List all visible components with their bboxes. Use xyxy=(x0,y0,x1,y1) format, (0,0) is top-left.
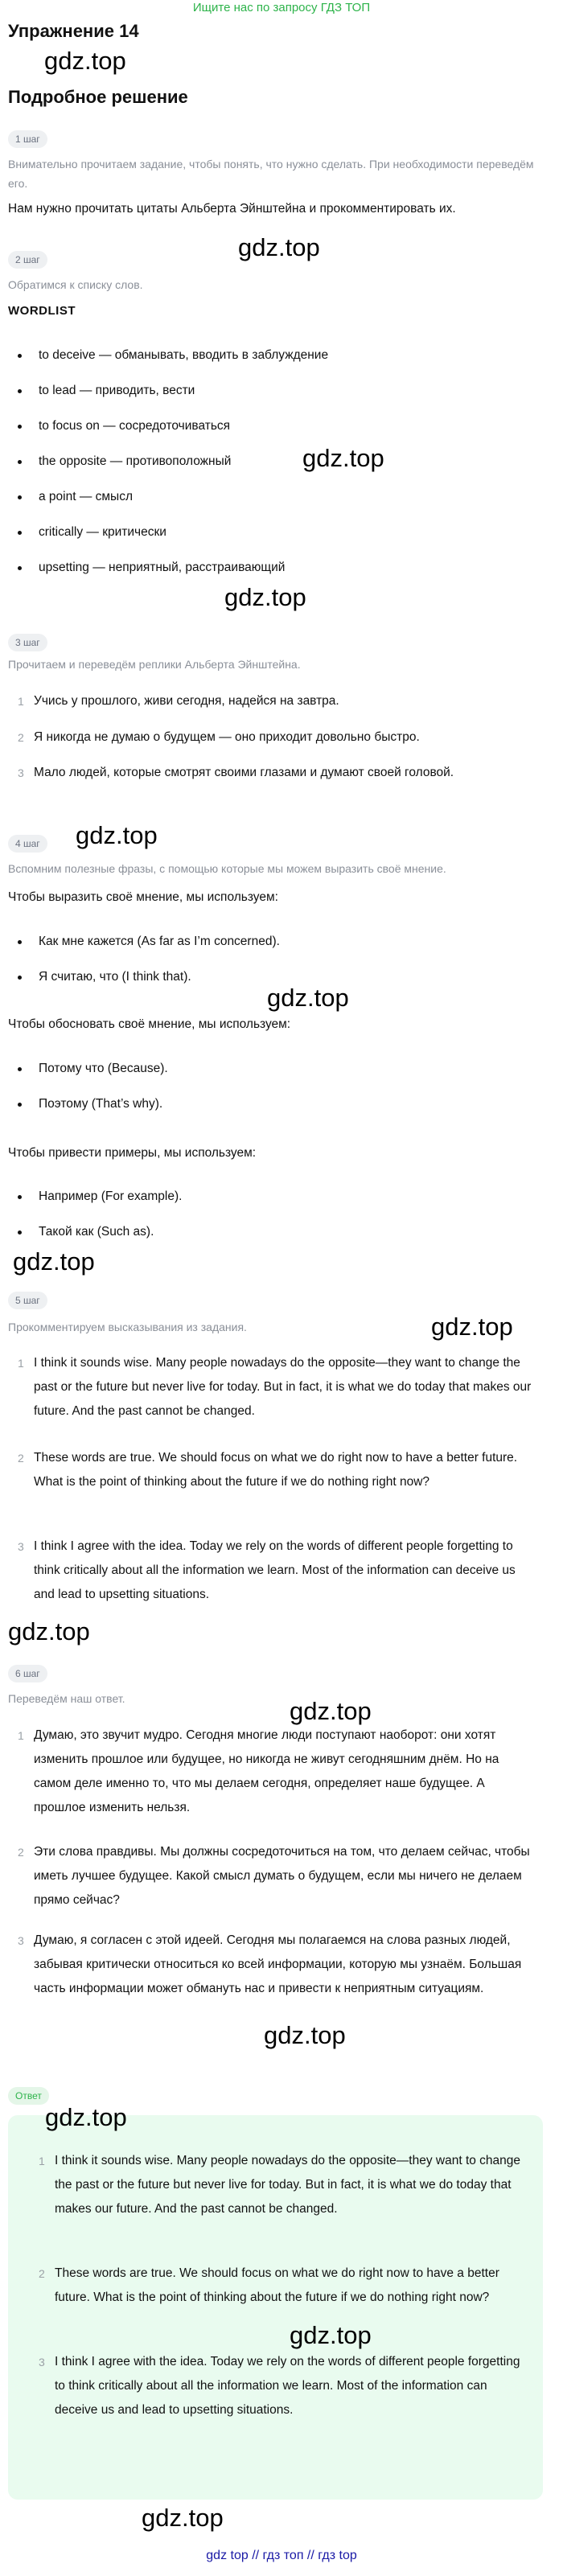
bullet xyxy=(18,460,22,464)
list-item-text: a point — смысл xyxy=(39,490,133,503)
watermark: gdz.top xyxy=(431,1313,513,1341)
example-intro: Чтобы привести примеры, мы используем: xyxy=(8,1146,257,1160)
step-description: Прочитаем и переведём реплики Альберта Эйнштейна. xyxy=(8,658,301,671)
list-item-text: upsetting — неприятный, расстраивающий xyxy=(39,561,286,574)
list-item-text: to focus on — сосредоточиваться xyxy=(39,419,231,433)
list-item-text: Как мне кажется (As far as I’m concerned). xyxy=(39,935,280,948)
list-item-text: to lead — приводить, вести xyxy=(39,384,195,397)
step-badge: 4 шаг xyxy=(8,835,47,853)
watermark: gdz.top xyxy=(302,444,384,472)
list-item-text: critically — критически xyxy=(39,525,166,539)
list-item-text: Думаю, я согласен с этой идеей. Сегодня мы полагаемся на слова разных людей, забывая критически относиться ко всей информации, которую мы узнаём. Большая часть информации может обмануть нас и привести к неприятным ситуациям. xyxy=(34,1933,522,1995)
item-number: 2 xyxy=(39,2267,45,2280)
watermark: gdz.top xyxy=(290,1697,372,1725)
watermark: gdz.top xyxy=(45,2103,127,2131)
item-number: 1 xyxy=(39,2155,45,2167)
bullet xyxy=(18,495,22,499)
item-number: 3 xyxy=(39,2356,45,2369)
step-description: Прокомментируем высказывания из задания. xyxy=(8,1321,247,1333)
footer-links[interactable]: gdz top // гдз топ // гдз top xyxy=(206,2549,357,2562)
list-item-text: Потому что (Because). xyxy=(39,1062,168,1075)
list-item-text: Думаю, это звучит мудро. Сегодня многие люди поступают наоборот: они хотят изменить прошлое или будущее, но никогда не живут сегодняшним днём. Но на самом деле именно то, что мы делаем сегодня, определяет наше будущее. А прошлое изменить нельзя. xyxy=(34,1728,499,1814)
step-description: Внимательно прочитаем задание, чтобы понять, что нужно сделать. При необходимости переведём его. xyxy=(8,158,534,190)
watermark: gdz.top xyxy=(76,821,158,849)
watermark: gdz.top xyxy=(264,2021,346,2049)
wordlist-title: WORDLIST xyxy=(8,304,76,318)
answer-box xyxy=(8,2115,543,2500)
item-number: 3 xyxy=(18,1934,24,1947)
list-item-text: the opposite — противоположный xyxy=(39,454,232,468)
list-item-text: Учись у прошлого, живи сегодня, надейся на завтра. xyxy=(34,694,339,708)
watermark: gdz.top xyxy=(8,1617,90,1645)
watermark: gdz.top xyxy=(13,1247,95,1276)
bullet xyxy=(18,531,22,535)
list-item-text: I think it sounds wise. Many people nowadays do the opposite—they want to change the past or the future but never live for today. But in fact, it is what we do today that makes our future. And the past cannot be changed. xyxy=(55,2154,521,2216)
list-item-text: Я считаю, что (I think that). xyxy=(39,970,191,984)
watermark: gdz.top xyxy=(238,233,320,261)
list-item-text: to deceive — обманывать, вводить в заблуждение xyxy=(39,348,329,362)
list-item-text: Мало людей, которые смотрят своими глазами и думают своей головой. xyxy=(34,766,454,779)
watermark: gdz.top xyxy=(224,583,306,611)
list-item-text: These words are true. We should focus on what we do right now to have a better future. What is the point of thinking about the future if we do nothing right now? xyxy=(34,1451,518,1489)
step-description: Переведём наш ответ. xyxy=(8,1692,125,1705)
step-badge: 5 шаг xyxy=(8,1292,47,1309)
step-badge: 1 шаг xyxy=(8,130,47,148)
list-item-text: I think I agree with the idea. Today we rely on the words of different people forgetting to think critically about all the information we learn. Most of the information can deceive us and lead to upsetting situations. xyxy=(34,1539,516,1601)
list-item-text: I think I agree with the idea. Today we rely on the words of different people forgetting to think critically about all the information we learn. Most of the information can deceive us and lead to upsetting situations. xyxy=(55,2355,520,2417)
item-number: 3 xyxy=(18,766,24,779)
list-item-text: These words are true. We should focus on what we do right now to have a better future. What is the point of thinking about the future if we do nothing right now? xyxy=(55,2266,499,2304)
bullet xyxy=(18,976,22,980)
list-item-text: Например (For example). xyxy=(39,1189,183,1203)
item-number: 2 xyxy=(18,1846,24,1859)
bullet xyxy=(18,389,22,393)
item-number: 1 xyxy=(18,1357,24,1370)
step-description: Обратимся к списку слов. xyxy=(8,278,143,291)
step-badge: 2 шаг xyxy=(8,251,47,269)
list-item-text: Я никогда не думаю о будущем — оно приходит довольно быстро. xyxy=(34,730,420,744)
step-text: Нам нужно прочитать цитаты Альберта Эйнштейна и прокомментировать их. xyxy=(8,202,456,216)
bullet xyxy=(18,354,22,358)
bullet xyxy=(18,425,22,429)
bullet xyxy=(18,1067,22,1071)
section-title: Подробное решение xyxy=(8,87,188,107)
watermark: gdz.top xyxy=(142,2504,224,2532)
item-number: 1 xyxy=(18,1729,24,1742)
opinion-intro: Чтобы выразить своё мнение, мы используем: xyxy=(8,890,278,904)
watermark: gdz.top xyxy=(290,2321,372,2349)
list-item-text: I think it sounds wise. Many people nowadays do the opposite—they want to change the past or the future but never live for today. But in fact, it is what we do today that makes our future. And the past cannot be changed. xyxy=(34,1356,532,1418)
item-number: 3 xyxy=(18,1540,24,1553)
bullet xyxy=(18,566,22,570)
item-number: 1 xyxy=(18,695,24,708)
step-description: Вспомним полезные фразы, с помощью которые мы можем выразить своё мнение. xyxy=(8,862,446,875)
list-item-text: Такой как (Such as). xyxy=(39,1225,154,1239)
watermark: gdz.top xyxy=(267,984,349,1012)
item-number: 2 xyxy=(18,1452,24,1465)
watermark: gdz.top xyxy=(44,47,126,75)
step-badge: 3 шаг xyxy=(8,634,47,651)
answer-badge: Ответ xyxy=(8,2087,49,2105)
bullet xyxy=(18,1195,22,1199)
item-number: 2 xyxy=(18,731,24,744)
step-badge: 6 шаг xyxy=(8,1665,47,1682)
page-title: Упражнение 14 xyxy=(8,21,139,41)
bullet xyxy=(18,1103,22,1107)
bullet xyxy=(18,1230,22,1235)
list-item-text: Эти слова правдивы. Мы должны сосредоточиться на том, что делаем сейчас, чтобы иметь лучшее будущее. Какой смысл думать о будущем, если мы ничего не делаем прямо сейчас? xyxy=(34,1845,530,1907)
list-item-text: Поэтому (That’s why). xyxy=(39,1097,163,1111)
search-banner[interactable]: Ищите нас по запросу ГДЗ ТОП xyxy=(192,1,371,14)
reason-intro: Чтобы обосновать своё мнение, мы используем: xyxy=(8,1017,291,1031)
bullet xyxy=(18,940,22,944)
